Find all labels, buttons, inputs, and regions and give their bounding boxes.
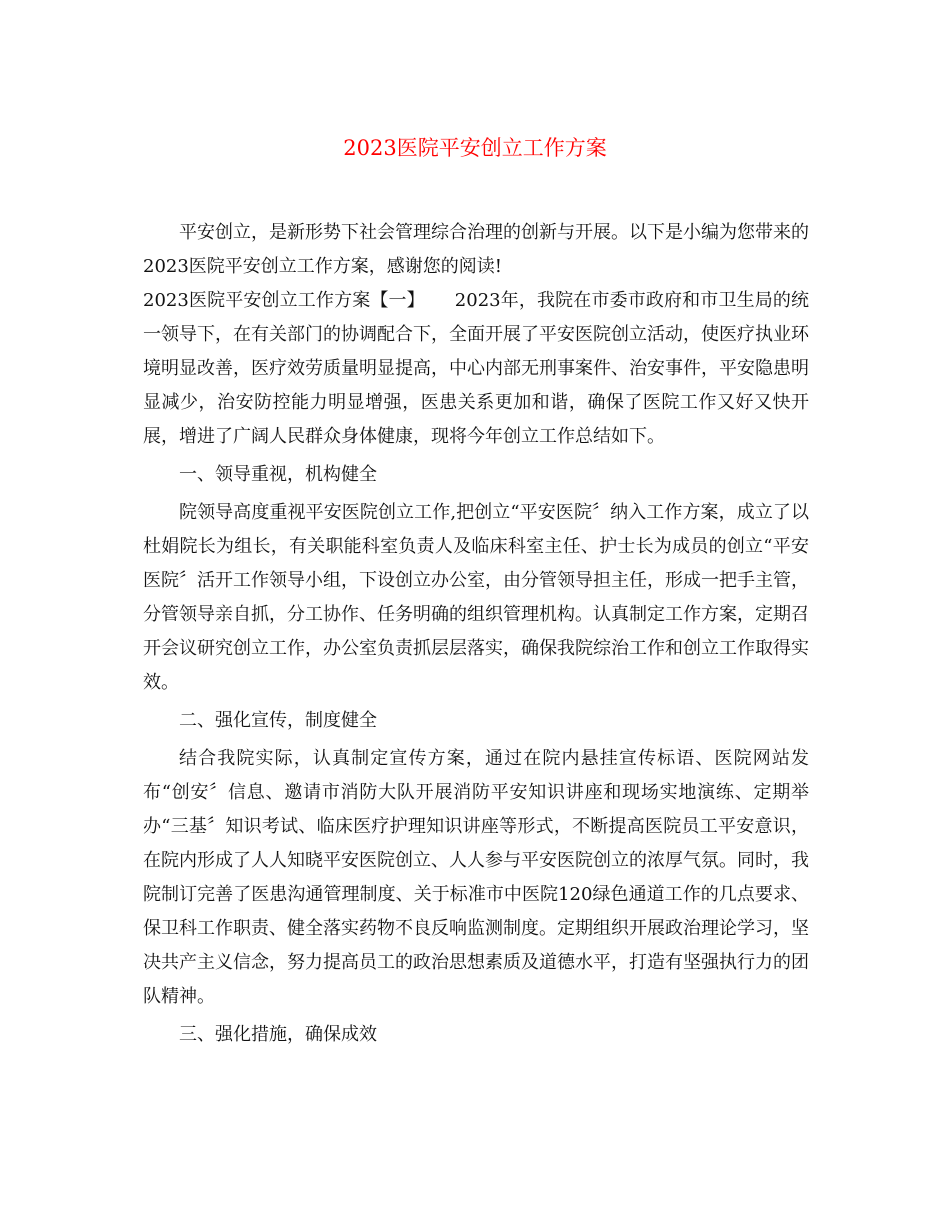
section-paragraph	[143, 284, 809, 454]
heading-3: 三、强化措施，确保成效	[179, 1024, 377, 1045]
intro-paragraph: 平安创立，是新形势下社会管理综合治理的创新与开展。以下是小编为您带来的2023医院平安创立工作方案，感谢您的阅读!	[143, 222, 809, 277]
document-body	[143, 216, 809, 1052]
section-intro: 2023年，我院在市委市政府和市卫生局的统一领导下，在有关部门的协调配合下，全面开展了平安医院创立活动，使医疗执业环境明显改善，医疗效劳质量明显提高，中心内部无刑事案件、治安事件，平安隐患明显减少，治安防控能力明显增强，医患关系更加和谐，确保了医院工作又好又快开展，增进了广阔人民群众身体健康，现将今年创立工作总结如下。	[143, 290, 810, 447]
document-title: 2023医院平安创立工作方案	[343, 136, 607, 160]
section-label: 2023医院平安创立工作方案【一】	[143, 290, 425, 311]
paragraph-1: 院领导高度重视平安医院创立工作,把创立“平安医院〞纳入工作方案，成立了以杜娟院长为组长，有关职能科室负责人及临床科室主任、护士长为成员的创立“平安医院〞活开工作领导小组，下设创立办公室，由分管领导担主任，形成一把手主管，分管领导亲自抓，分工协作、任务明确的组织管理机构。认真制定工作方案，定期召开会议研究创立工作，办公室负责抓层层落实，确保我院综治工作和创立工作取得实效。	[143, 502, 809, 693]
paragraph-2: 结合我院实际，认真制定宣传方案，通过在院内悬挂宣传标语、医院网站发布“创安〞信息、邀请市消防大队开展消防平安知识讲座和现场实地演练、定期举办“三基〞知识考试、临床医疗护理知识讲座等形式，不断提高医院员工平安意识，在院内形成了人人知晓平安医院创立、人人参与平安医院创立的浓厚气氛。同时，我院制订完善了医患沟通管理制度、关于标准市中医院120绿色通道工作的几点要求、保卫科工作职责、健全落实药物不良反响监测制度。定期组织开展政治理论学习，坚决共产主义信念，努力提高员工的政治思想素质及道德水平，打造有坚强执行力的团队精神。	[143, 748, 809, 1007]
heading-1: 一、领导重视，机构健全	[179, 464, 377, 485]
heading-2: 二、强化宣传，制度健全	[179, 710, 377, 731]
